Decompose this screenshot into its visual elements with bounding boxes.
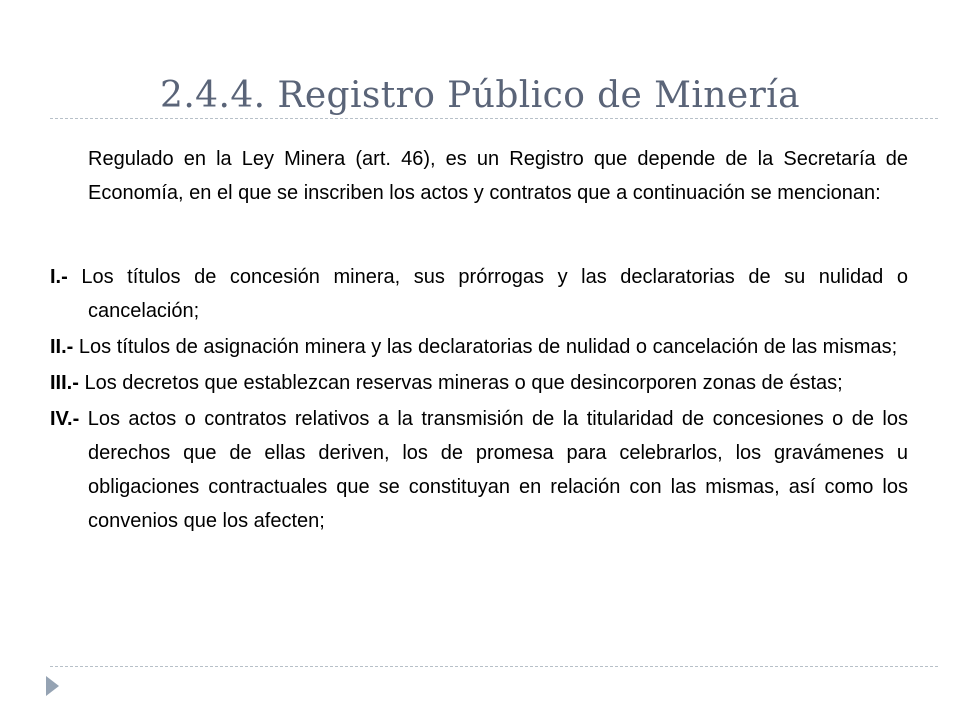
intro-paragraph: Regulado en la Ley Minera (art. 46), es un Registro que depende de la Secretaría de Economía, en el que se inscriben los actos y contratos que a continuación se mencionan: bbox=[88, 148, 908, 204]
slide-content bbox=[50, 142, 908, 540]
item-text: Los títulos de asignación minera y las declaratorias de nulidad o cancelación de las mismas; bbox=[78, 336, 898, 358]
item-text: Los títulos de concesión minera, sus prórrogas y las declaratorias de su nulidad o cancelación; bbox=[81, 266, 908, 322]
bottom-divider bbox=[50, 666, 938, 667]
triangle-right-icon[interactable] bbox=[46, 676, 59, 696]
item-number: III.- bbox=[50, 372, 79, 394]
list-item bbox=[50, 330, 908, 364]
list-item bbox=[50, 402, 908, 538]
slide-title: 2.4.4. Registro Público de Minería bbox=[160, 75, 800, 116]
top-divider bbox=[50, 118, 938, 119]
item-text: Los actos o contratos relativos a la transmisión de la titularidad de concesiones o de los derechos que de ellas deriven, los de promesa para celebrarlos, los gravámenes u obligaciones contractuales que se constituyan en relación con las mismas, así como los convenios que los afecten; bbox=[87, 408, 908, 532]
list-item bbox=[50, 260, 908, 328]
item-number: I.- bbox=[50, 266, 68, 288]
item-number: IV.- bbox=[50, 408, 80, 430]
list-item bbox=[50, 366, 908, 400]
item-text: Los decretos que establezcan reservas mineras o que desincorporen zonas de éstas; bbox=[84, 372, 843, 394]
item-number: II.- bbox=[50, 336, 74, 358]
registry-list bbox=[50, 260, 908, 538]
